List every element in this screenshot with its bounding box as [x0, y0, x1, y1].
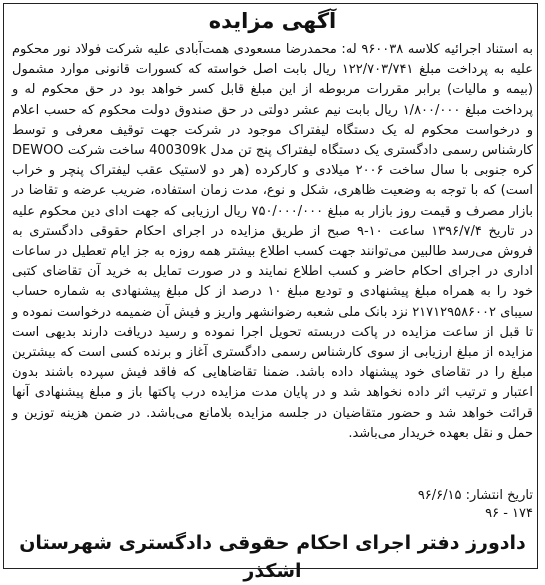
notice-body: به استناد اجرائیه کلاسه ۹۶۰۰۳۸ له: محمدرضا مسعودی همت‌آبادی علیه شرکت فولاد نور محکوم علیه به پرداخت مبلغ ۱۲۲/۷۰۳/۷۴۱ ریال بابت اصل خواسته که کسورات قانونی موارد مشمول (بیمه و مالیات) برابر مقررات مربوطه از این مبلغ قابل کسر خواهد بود در حق محکوم له و پرداخت مبلغ ۱/۸۰۰/۰۰۰ ریال بابت نیم عشر دولتی در حق صندوق دولت محکوم که حسب اعلام و درخواست محکوم له یک دستگاه لیفتراک موجود در شرکت جهت توقیف معرفی و توسط کارشناس رسمی دادگستری یک دستگاه لیفتراک پنج تن مدل 400309k ساخت شرکت DEWOO کره جنوبی با سال ساخت ۲۰۰۶ میلادی و کارکرده (هر دو لاستیک عقب لیفتراک پنچر و خراب است) که با توجه به وضعیت ظاهری، شکل و نوع، مدت زمان استفاده، ضریب عرضه و تقاضا در بازار مصرف و قیمت روز بازار به مبلغ ۷۵۰/۰۰۰/۰۰۰ ریال ارزیابی که جهت ادای دین محکوم علیه در تاریخ ۱۳۹۶/۷/۴ ساعت ۱۰-۹ صبح از طریق مزایده در اجرای احکام حقوقی دادگستری به فروش می‌رسد طالبین می‌توانند جهت کسب اطلاع بیشتر همه روزه به جز ایام تعطیل در ساعات اداری در اجرای احکام حاضر و کسب اطلاع نمایند و در صورت تمایل به خرید آن تقاضای کتبی خود را به همراه مبلغ پیشنهادی و تودیع مبلغ ۱۰ درصد از کل مبلغ پیشنهادی به شماره حساب سیبای ۲۱۷۱۲۹۵۸۶۰۰۲ نزد بانک ملی شعبه رضوانشهر واریز و فیش آن ضمیمه درخواست نموده و تا قبل از ساعت مزایده در پاکت دربسته تحویل اجرا نموده و رسید دریافت دارند بدیهی است مزایده از مبلغ ارزیابی از سوی کارشناس رسمی دادگستری آغاز و برنده کسی است که بیشترین مبلغ را در تقاضای خود پیشنهاد داده باشد. ضمنا تقاضاهایی که فاقد فیش سپرده باشند بدون اعتبار و ترتیب اثر داده نخواهد شد و در پایان مدت مزایده درب پاکتها باز و مبلغ پیشنهادی آنها قرائت خواهد شد و حضور متقاضیان در جلسه مزایده بلامانع می‌باشد. در ضمن هزینه توزین و حمل و نقل بعهده خریدار می‌باشد. — [11, 42, 534, 441]
notice-code: ۹۶ - ۱۷۴ — [485, 506, 533, 521]
notice-title: آگهی مزایده — [208, 9, 337, 33]
notice-footer: دادورز دفتر اجرای احکام حقوقی دادگستری شهرستان اشکذر — [19, 532, 526, 582]
notice-meta — [12, 487, 533, 523]
publish-date: تاریخ انتشار: ۹۶/۶/۱۵ — [417, 488, 533, 503]
